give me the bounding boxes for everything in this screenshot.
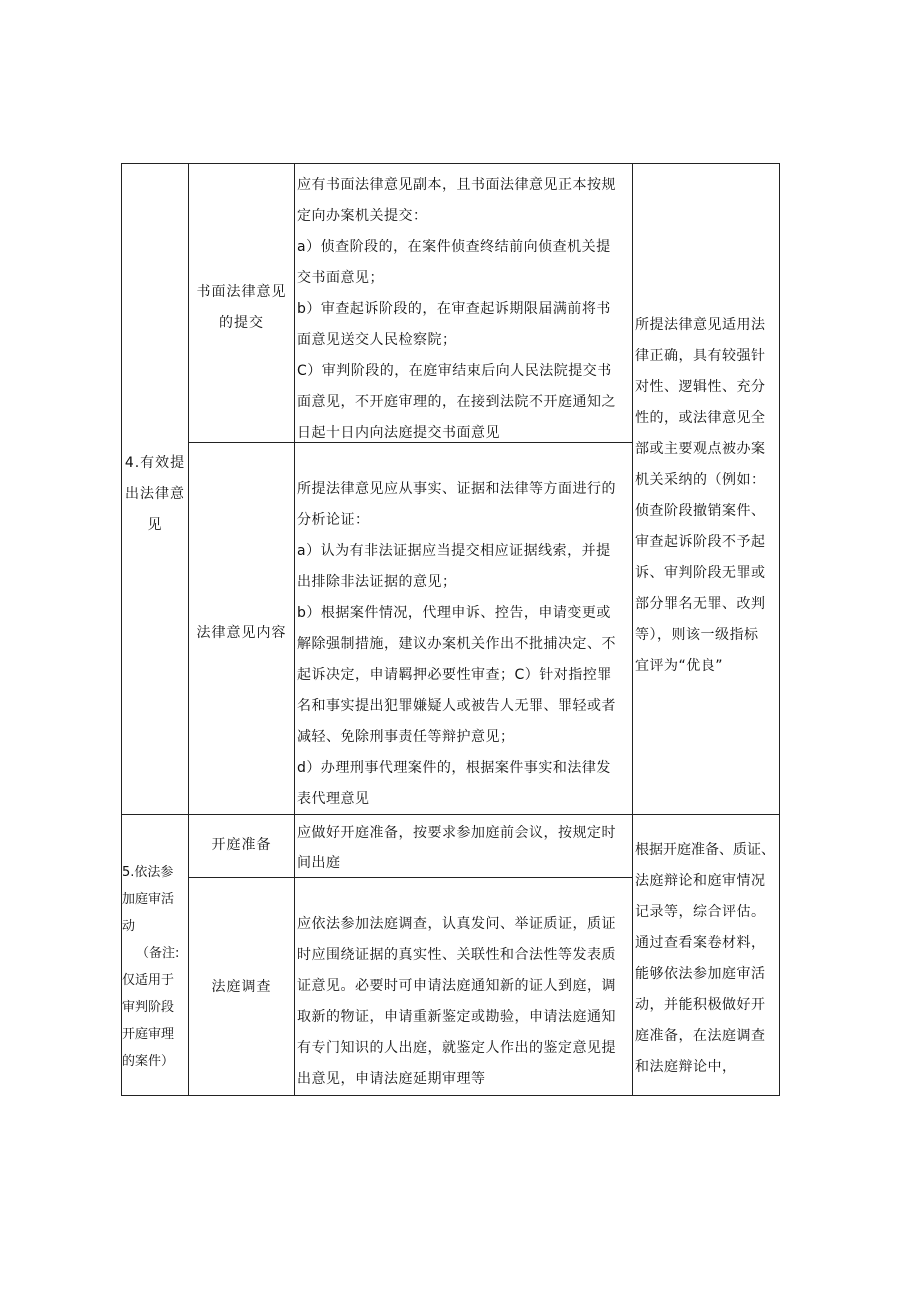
- criteria-line: 通过查看案卷材料，: [635, 935, 766, 951]
- content-line: 取新的物证，申请重新鉴定或勘验，申请法庭通知: [297, 1009, 616, 1025]
- item-label-line: 5.依法参: [122, 865, 174, 880]
- requirement-content: [297, 444, 631, 813]
- content-line: 应做好开庭准备，按要求参加庭前会议，按规定时: [297, 825, 616, 841]
- criteria-line: 动，并能积极做好开: [635, 997, 766, 1013]
- content-line: 出排除非法证据的意见；: [297, 574, 457, 590]
- content-line: 解除强制措施，建议办案机关作出不批捕决定、不: [297, 636, 616, 652]
- content-line: 有专门知识的人出庭，就鉴定人作出的鉴定意见提: [297, 1040, 616, 1056]
- content-line: 面意见，不开庭审理的，在接到法院不开庭通知之: [297, 394, 616, 410]
- content-line: b）审查起诉阶段的，在审查起诉期限届满前将书: [297, 301, 611, 317]
- sub-item-label-line: 开庭准备: [211, 837, 272, 853]
- content-line: d）办理刑事代理案件的，根据案件事实和法律发: [297, 760, 611, 776]
- criteria-line: 部分罪名无罪、改判: [635, 596, 766, 612]
- sub-item-label-line: 法律意见内容: [196, 625, 287, 641]
- item-label-line: （备注:: [136, 946, 180, 961]
- requirement-content: [297, 879, 631, 1094]
- criteria-line: 所提法律意见适用法: [635, 317, 766, 333]
- criteria-line: 部或主要观点被办案: [635, 441, 766, 457]
- sub-item-label-line: 法庭调查: [211, 979, 272, 995]
- sub-item-label-line: 的提交: [219, 315, 264, 331]
- evaluation-criteria: [635, 165, 778, 813]
- content-line: 应有书面法律意见副本，且书面法律意见正本按规: [297, 177, 616, 193]
- requirement-content: [297, 816, 631, 876]
- content-line: 应依法参加法庭调查，认真发问、举证质证，质证: [297, 916, 616, 932]
- criteria-line: 庭准备，在法庭调查: [635, 1028, 766, 1044]
- evaluation-criteria: [635, 816, 778, 1094]
- content-line: 时应围绕证据的真实性、关联性和合法性等发表质: [297, 947, 616, 963]
- requirement-content: [297, 165, 631, 441]
- content-line: 表代理意见: [297, 791, 370, 807]
- item-label-line: 4.有效提: [124, 455, 186, 471]
- content-line: 面意见送交人民检察院；: [297, 332, 457, 348]
- content-line: 起诉决定，申请羁押必要性审查；C）针对指控罪: [297, 667, 612, 683]
- content-line: a）侦查阶段的，在案件侦查终结前向侦查机关提: [297, 239, 611, 255]
- content-line: 日起十日内向法庭提交书面意见: [297, 425, 500, 441]
- content-line: 间出庭: [297, 855, 341, 871]
- criteria-line: 宜评为“优良”: [635, 658, 724, 674]
- item-label-line: 审判阶段: [122, 1000, 175, 1015]
- content-line: 证意见。必要时可申请法庭通知新的证人到庭，调: [297, 978, 616, 994]
- criteria-line: 根据开庭准备、质证、: [635, 842, 775, 858]
- criteria-line: 和法庭辩论中，: [635, 1059, 737, 1075]
- content-line: b）根据案件情况，代理申诉、控告，申请变更或: [297, 605, 611, 621]
- content-line: 名和事实提出犯罪嫌疑人或被告人无罪、罪轻或者: [297, 698, 616, 714]
- sub-item-label-line: 书面法律意见: [196, 284, 287, 300]
- criteria-line: 审查起诉阶段不予起: [635, 534, 766, 550]
- criteria-line: 机关采纳的（例如：: [635, 472, 766, 488]
- content-line: 分析论证：: [297, 512, 370, 528]
- item-label-line: 加庭审活: [122, 892, 175, 907]
- criteria-line: 性的，或法律意见全: [635, 410, 766, 426]
- content-line: 所提法律意见应从事实、证据和法律等方面进行的: [297, 481, 616, 497]
- item-label-line: 见: [147, 517, 163, 533]
- criteria-line: 诉、审判阶段无罪或: [635, 565, 766, 581]
- criteria-line: 侦查阶段撤销案件、: [635, 503, 766, 519]
- content-line: 减轻、免除刑事责任等辩护意见；: [297, 729, 515, 745]
- content-line: C）审判阶段的，在庭审结束后向人民法院提交书: [297, 363, 612, 379]
- item-label-line: 动: [122, 919, 136, 934]
- criteria-line: 对性、逻辑性、充分: [635, 379, 766, 395]
- item-label-line: 出法律意: [125, 486, 185, 502]
- criteria-line: 记录等，综合评估。: [635, 904, 766, 920]
- item-label-line: 仅适用于: [122, 973, 175, 988]
- item-label-line: 的案件）: [122, 1054, 175, 1069]
- item-label-line: 开庭审理: [122, 1027, 175, 1042]
- content-line: 出意见，申请法庭延期审理等: [297, 1071, 486, 1087]
- content-line: 定向办案机关提交：: [297, 208, 428, 224]
- item-label: [122, 815, 188, 1095]
- criteria-line: 能够依法参加庭审活: [635, 966, 766, 982]
- criteria-line: 律正确，具有较强针: [635, 348, 766, 364]
- content-line: 交书面意见；: [297, 270, 384, 286]
- criteria-line: 法庭辩论和庭审情况: [635, 873, 766, 889]
- criteria-line: 等），则该一级指标: [635, 627, 759, 643]
- content-line: a）认为有非法证据应当提交相应证据线索，并提: [297, 543, 611, 559]
